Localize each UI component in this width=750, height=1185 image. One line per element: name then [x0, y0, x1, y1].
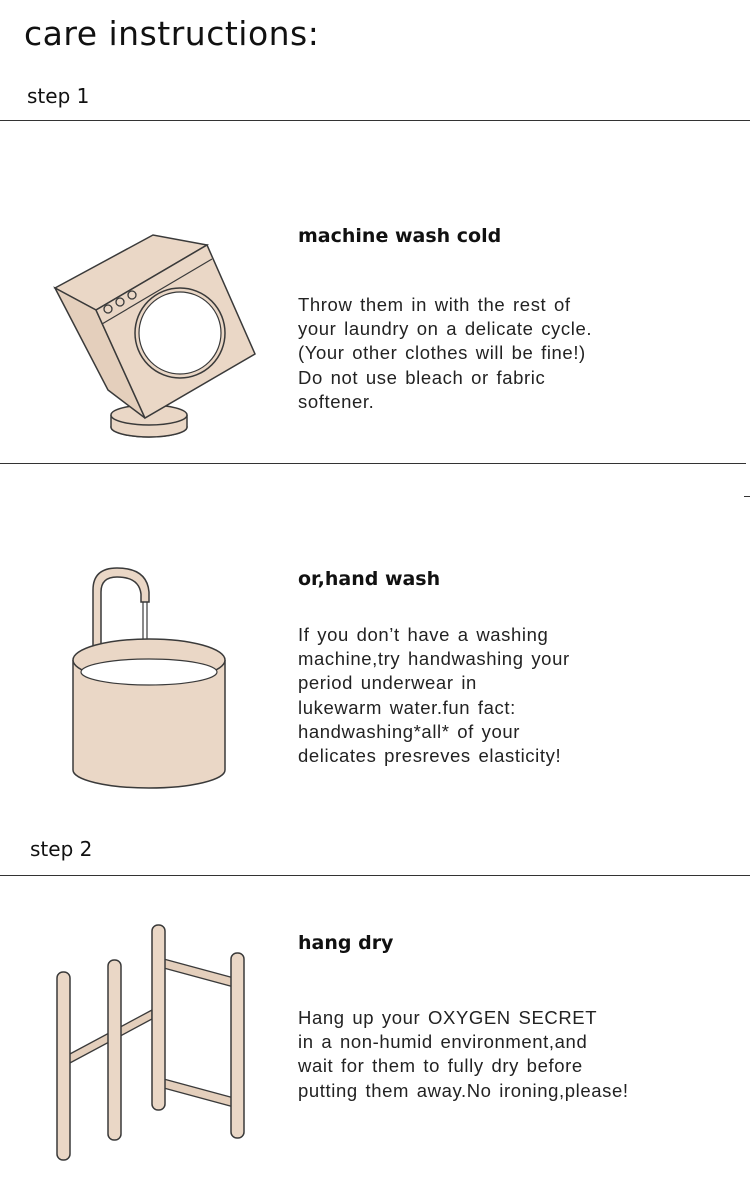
edge-mark	[744, 496, 750, 497]
text-line: your laundry on a delicate cycle.	[298, 318, 593, 340]
machine-wash-text	[298, 293, 698, 414]
page-title: care instructions:	[24, 14, 320, 53]
hang-dry-heading: hang dry	[298, 932, 394, 954]
machine-wash-heading: machine wash cold	[298, 225, 502, 247]
text-line: wait for them to fully dry before	[298, 1055, 583, 1077]
step-2-divider	[0, 875, 750, 876]
step-1-divider	[0, 120, 750, 121]
washing-machine-icon	[50, 230, 260, 445]
hand-wash-basin-icon	[65, 560, 235, 795]
text-line: in a non-humid environment,and	[298, 1031, 588, 1053]
text-line: machine,try handwashing your	[298, 648, 570, 670]
step-1-label: step 1	[27, 84, 90, 108]
text-line: putting them away.No ironing,please!	[298, 1079, 629, 1101]
text-line: handwashing*all* of your	[298, 720, 521, 742]
hang-dry-text	[298, 1006, 698, 1103]
hand-wash-heading: or,hand wash	[298, 568, 441, 590]
text-line: period underwear in	[298, 672, 477, 694]
text-line: softener.	[298, 390, 375, 412]
hand-wash-text	[298, 623, 698, 768]
section-divider	[0, 463, 746, 464]
text-line: Do not use bleach or fabric	[298, 366, 546, 388]
text-line: Hang up your OXYGEN SECRET	[298, 1007, 598, 1028]
text-line: lukewarm water.fun fact:	[298, 696, 516, 718]
drying-rack-icon	[50, 920, 255, 1165]
text-line: If you don’t have a washing	[298, 624, 549, 645]
text-line: (Your other clothes will be fine!)	[298, 342, 586, 364]
step-2-label: step 2	[30, 837, 93, 861]
text-line: delicates presreves elasticity!	[298, 745, 562, 767]
text-line: Throw them in with the rest of	[298, 294, 571, 315]
